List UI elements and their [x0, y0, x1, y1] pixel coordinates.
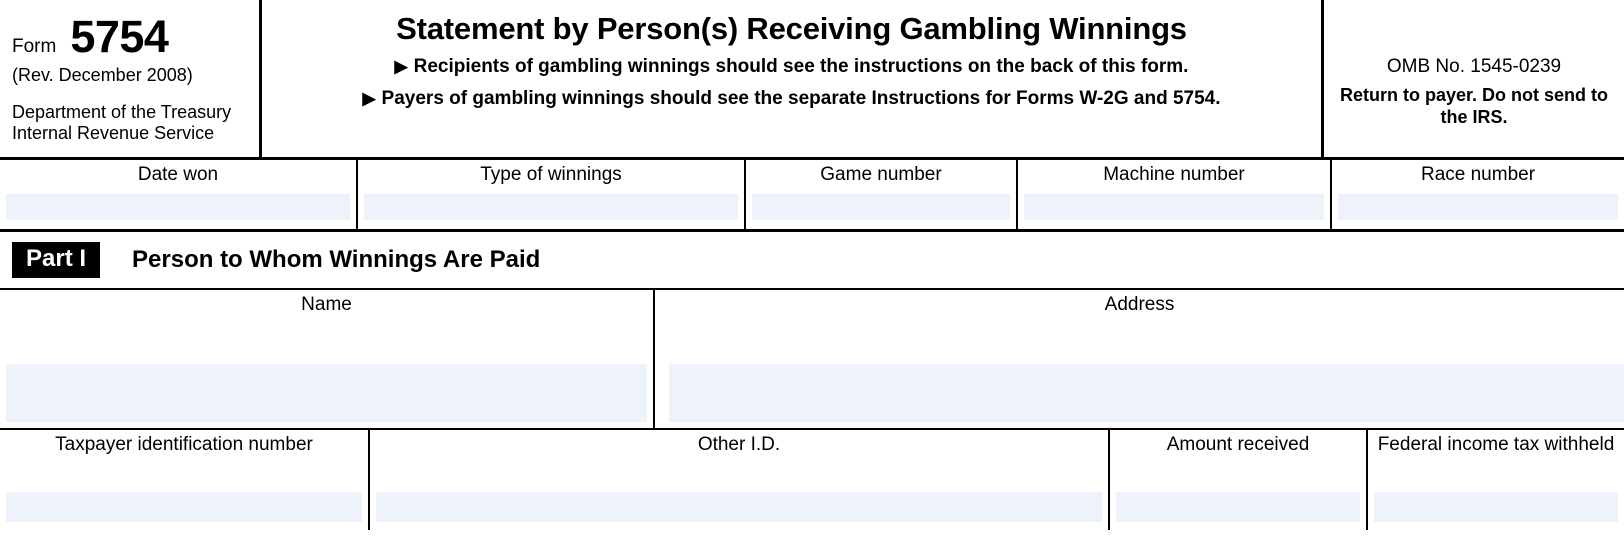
header-title-block	[262, 0, 1324, 157]
field-federal-income-tax-withheld	[1368, 430, 1624, 530]
triangle-bullet-icon: ▶	[362, 89, 376, 109]
payee-identity-row	[0, 290, 1624, 430]
field-label-race-number: Race number	[1420, 164, 1536, 185]
name-input[interactable]	[6, 364, 647, 422]
other-id-input[interactable]	[376, 492, 1102, 522]
field-race-number	[1332, 160, 1624, 229]
field-label-name: Name	[301, 294, 352, 315]
field-date-won	[0, 160, 358, 229]
field-machine-number	[1018, 160, 1332, 229]
field-label-federal-income-tax-withheld: Federal income tax withheld	[1377, 434, 1615, 455]
tin-input[interactable]	[6, 492, 362, 522]
field-label-amount-received: Amount received	[1166, 434, 1310, 455]
form-number: 5754	[70, 11, 169, 62]
payer-instruction	[272, 87, 1311, 110]
game-number-input[interactable]	[752, 194, 1010, 220]
field-label-machine-number: Machine number	[1103, 164, 1245, 185]
omb-note: Return to payer. Do not send to the IRS.	[1339, 85, 1608, 127]
field-name	[0, 290, 655, 428]
field-address	[655, 290, 1624, 428]
triangle-bullet-icon: ▶	[394, 57, 408, 77]
race-number-input[interactable]	[1338, 194, 1618, 220]
amount-received-input[interactable]	[1116, 492, 1360, 522]
type-of-winnings-input[interactable]	[364, 194, 738, 220]
field-game-number	[746, 160, 1018, 229]
part-1-title: Person to Whom Winnings Are Paid	[132, 246, 541, 273]
part-1-tag: Part I	[12, 242, 100, 278]
agency-line-2: Internal Revenue Service	[12, 122, 215, 143]
omb-number: OMB No. 1545-0239	[1386, 56, 1562, 77]
field-amount-received	[1110, 430, 1368, 530]
part-1-banner	[0, 232, 1624, 290]
recipient-instruction	[272, 55, 1311, 78]
field-label-date-won: Date won	[137, 164, 219, 185]
field-type-of-winnings	[358, 160, 746, 229]
header-omb-block	[1324, 0, 1624, 157]
machine-number-input[interactable]	[1024, 194, 1324, 220]
issuing-agency	[12, 102, 249, 143]
form-label: Form	[12, 36, 57, 57]
date-won-input[interactable]	[6, 194, 350, 220]
form-header	[0, 0, 1624, 160]
field-label-type-of-winnings: Type of winnings	[480, 164, 622, 185]
field-label-address: Address	[1104, 294, 1175, 315]
page-title: Statement by Person(s) Receiving Gambling Winnings	[396, 11, 1187, 46]
header-form-identity	[0, 0, 262, 157]
payer-instruction-text: Payers of gambling winnings should see the separate Instructions for Forms W-2G and 5754.	[381, 88, 1221, 110]
field-tin	[0, 430, 370, 530]
field-label-other-id: Other I.D.	[697, 434, 781, 455]
payee-amounts-row	[0, 430, 1624, 530]
recipient-instruction-text: Recipients of gambling winnings should see the instructions on the back of this form.	[413, 56, 1189, 78]
field-label-tin: Taxpayer identification number	[55, 434, 313, 455]
field-other-id	[370, 430, 1110, 530]
federal-income-tax-withheld-input[interactable]	[1374, 492, 1618, 522]
agency-line-1: Department of the Treasury	[12, 102, 232, 122]
winnings-detail-row	[0, 160, 1624, 232]
form-number-block	[12, 11, 249, 62]
field-label-game-number: Game number	[820, 164, 942, 185]
address-input[interactable]	[669, 364, 1624, 422]
form-revision-date: (Rev. December 2008)	[12, 65, 193, 85]
